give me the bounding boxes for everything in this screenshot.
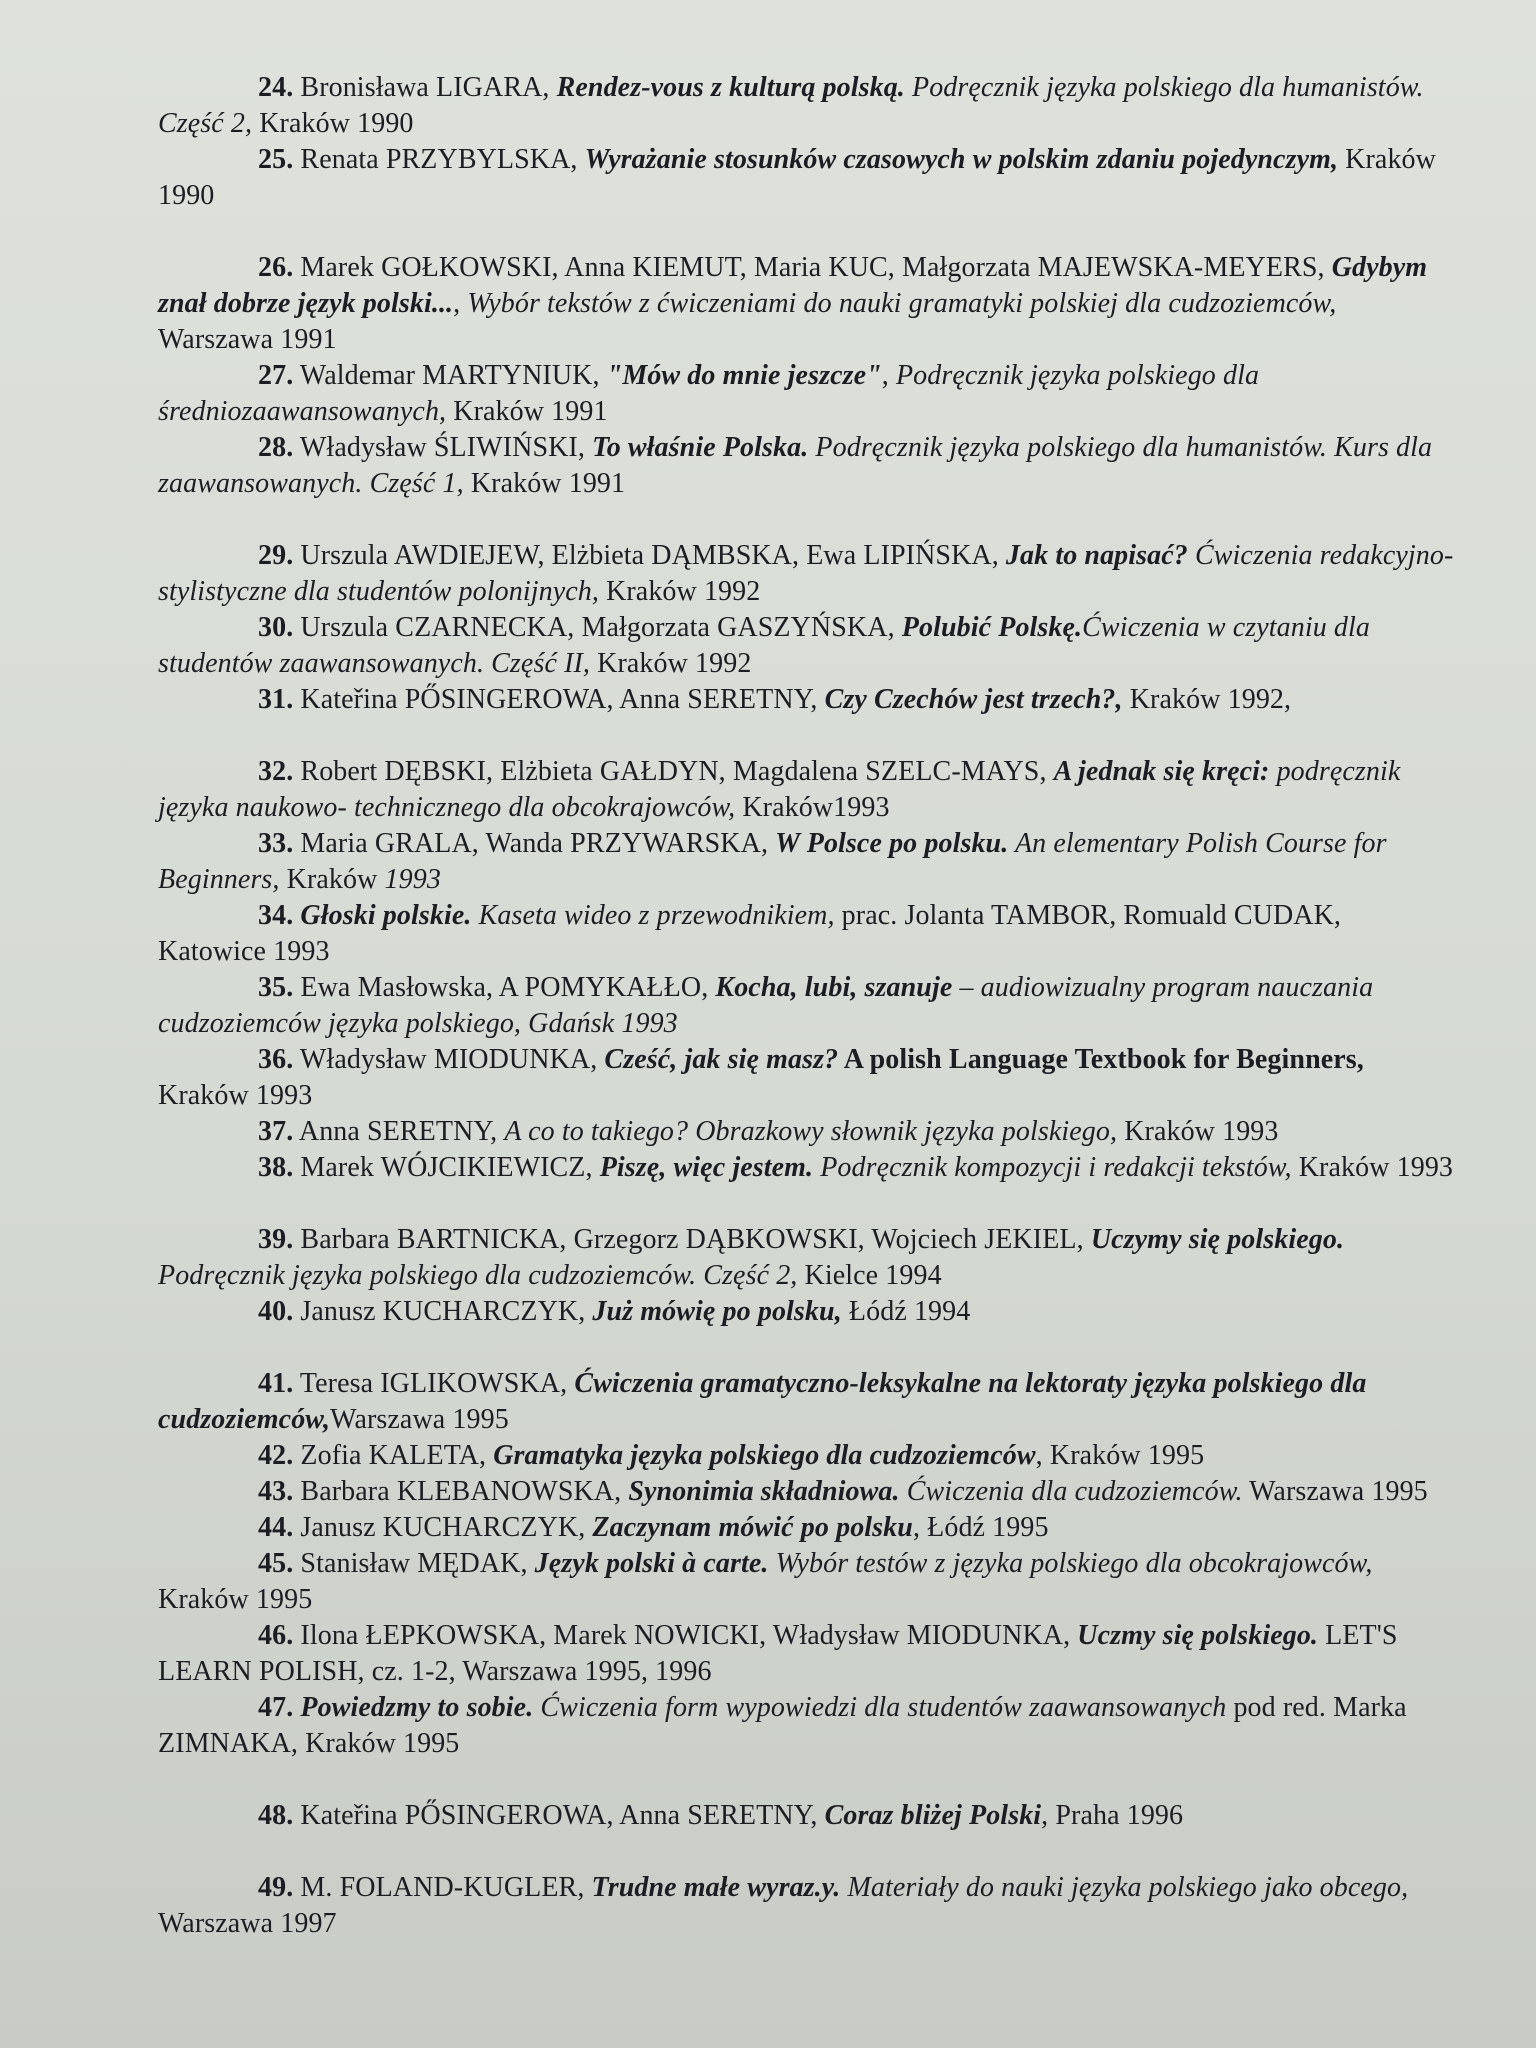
entry-text: 1993 [384, 864, 441, 895]
entry-text: Podręcznik języka polskiego dla humanistów. Kurs dla zaawansowanych. Część 1, [158, 432, 1433, 499]
bibliography-entry [158, 1474, 1456, 1510]
entry-title: Wyrażanie stosunków czasowych w polskim zdaniu pojedynczym, [584, 144, 1339, 175]
entry-number: 24. [258, 72, 294, 103]
bibliography-entry [158, 70, 1456, 142]
entry-text: Kraków1993 [735, 792, 890, 823]
entry-text: Podręcznik języka polskiego dla cudzoziemców. Część 2, [158, 1260, 798, 1291]
entry-text: Kraków 1995 [158, 1584, 313, 1615]
entry-text: Maria GRALA, Wanda PRZYWARSKA, [293, 828, 776, 859]
entry-title: Trudne małe wyraz.y. [591, 1872, 841, 1903]
entry-number: 42. [258, 1440, 294, 1471]
entry-text: pod red. Marka ZIMNAKA, Kraków 1995 [158, 1692, 1407, 1759]
section-gap [158, 1834, 1456, 1870]
entry-number: 27. [258, 360, 294, 391]
entry-number: 36. [258, 1044, 294, 1075]
entry-title: Powiedzmy to sobie. [300, 1692, 534, 1723]
bibliography-entry [158, 610, 1456, 682]
bibliography-entry [158, 1870, 1456, 1942]
entry-text: Warszawa 1995 [330, 1404, 509, 1435]
entry-text: A polish Language Textbook for Beginners, [838, 1044, 1364, 1075]
entry-text: , Kraków 1995 [1035, 1440, 1205, 1471]
entry-title: Coraz bliżej Polski [824, 1800, 1042, 1831]
bibliography-entry [158, 1222, 1456, 1294]
entry-text: , [453, 288, 468, 319]
entry-text: A co to takiego? Obrazkowy słownik języka polskiego, [504, 1116, 1118, 1147]
entry-title: Zaczynam mówić po polsku [592, 1512, 913, 1543]
entry-text: Kraków [279, 864, 385, 895]
entry-text: Kraków 1990 [252, 108, 414, 139]
bibliography-entry [158, 1546, 1456, 1618]
bibliography-entry [158, 250, 1456, 358]
entry-number: 30. [258, 612, 294, 643]
entry-number: 39. [258, 1224, 294, 1255]
bibliography-entry [158, 1618, 1456, 1690]
entry-title: Czy Czechów jest trzech?, [824, 684, 1123, 715]
entry-title: W Polsce po polsku. [775, 828, 1009, 859]
entry-text: Ewa Masłowska, A POMYKAŁŁO, [293, 972, 716, 1003]
entry-number: 37. [258, 1116, 294, 1147]
section-gap [158, 1762, 1456, 1798]
entry-title: Rendez-vous z kulturą polską. [556, 72, 905, 103]
entry-text: Janusz KUCHARCZYK, [293, 1296, 593, 1327]
entry-text: Zofia KALETA, [293, 1440, 494, 1471]
entry-text: , Praha 1996 [1041, 1800, 1184, 1831]
section-gap [158, 1186, 1456, 1222]
entry-text: Janusz KUCHARCZYK, [293, 1512, 593, 1543]
entry-text: Barbara BARTNICKA, Grzegorz DĄBKOWSKI, Wojciech JEKIEL, [293, 1224, 1091, 1255]
entry-title: Jak to napisać? [1005, 540, 1188, 571]
entry-text: Podręcznik języka polskiego dla średniozaawansowanych, [158, 360, 1260, 427]
entry-text: Kraków 1993 [1117, 1116, 1279, 1147]
entry-text: Kraków 1993 [158, 1080, 313, 1111]
entry-number: 28. [258, 432, 294, 463]
entry-number: 34. [258, 900, 294, 931]
entry-text: Wybór testów z języka polskiego dla obcokrajowców, [768, 1548, 1373, 1579]
entry-text: Urszula AWDIEJEW, Elżbieta DĄMBSKA, Ewa LIPIŃSKA, [293, 540, 1006, 571]
entry-text: – audiowizualny program nauczania cudzoziemców języka polskiego, Gdańsk 1993 [158, 972, 1374, 1039]
entry-title: Polubić Polskę. [901, 612, 1083, 643]
entry-title: Ćwiczenia gramatyczno-leksykalne na lektoraty języka polskiego dla cudzoziemców, [158, 1368, 1367, 1435]
entry-number: 29. [258, 540, 294, 571]
entry-title: Piszę, więc jestem. [599, 1152, 814, 1183]
bibliography-entry [158, 142, 1456, 214]
entry-number: 47. [258, 1692, 294, 1723]
entry-text: Ćwiczenia redakcyjno-stylistyczne dla studentów polonijnych, [158, 540, 1454, 607]
bibliography-entry [158, 826, 1456, 898]
entry-title: Język polski à carte. [534, 1548, 769, 1579]
entry-text: Kraków 1991 [463, 468, 626, 499]
entry-text: Urszula CZARNECKA, Małgorzata GASZYŃSKA, [293, 612, 902, 643]
entry-text: M. FOLAND-KUGLER, [293, 1872, 592, 1903]
bibliography-entry [158, 682, 1456, 718]
entry-text: Kraków 1992 [590, 648, 752, 679]
entry-text: podręcznik języka naukowo- technicznego dla obcokrajowców, [158, 756, 1401, 823]
entry-text: Robert DĘBSKI, Elżbieta GAŁDYN, Magdalena SZELC-MAYS, [293, 756, 1054, 787]
entry-text: Kaseta wideo z przewodnikiem, [471, 900, 835, 931]
bibliography-entry [158, 1042, 1456, 1114]
entry-text: Kraków 1991 [446, 396, 608, 427]
entry-text: Teresa IGLIKOWSKA, [293, 1368, 575, 1399]
bibliography-entry [158, 538, 1456, 610]
entry-text: Władysław ŚLIWIŃSKI, [293, 432, 593, 463]
entry-text: Waldemar MARTYNIUK, [293, 360, 607, 391]
entry-number: 33. [258, 828, 294, 859]
entry-title: A jednak się kręci: [1053, 756, 1270, 787]
entry-title: Cześć, jak się masz? [604, 1044, 839, 1075]
entry-text: Kraków 1990 [158, 144, 1436, 211]
entry-title: Już mówię po polsku, [592, 1296, 842, 1327]
entry-number: 41. [258, 1368, 294, 1399]
bibliography-entry [158, 1690, 1456, 1762]
entry-text: Materiały do nauki języka polskiego jako obcego, [840, 1872, 1409, 1903]
entry-text: Renata PRZYBYLSKA, [293, 144, 585, 175]
entry-text: , Łódź 1995 [912, 1512, 1049, 1543]
entry-text: Ćwiczenia w czytaniu dla studentów zaawansowanych. Część II, [158, 612, 1370, 679]
entry-text: Warszawa 1995 [1242, 1476, 1428, 1507]
section-gap [158, 214, 1456, 250]
entry-title: Głoski polskie. [300, 900, 472, 931]
entry-text: Warszawa 1991 [158, 324, 337, 355]
entry-text: Stanisław MĘDAK, [293, 1548, 535, 1579]
entry-number: 25. [258, 144, 294, 175]
bibliography-list [158, 70, 1456, 1942]
entry-text: Bronisława LIGARA, [293, 72, 557, 103]
bibliography-entry [158, 1510, 1456, 1546]
entry-number: 26. [258, 252, 294, 283]
entry-text: Ilona ŁEPKOWSKA, Marek NOWICKI, Władysław MIODUNKA, [293, 1620, 1078, 1651]
bibliography-entry [158, 1366, 1456, 1438]
entry-number: 45. [258, 1548, 294, 1579]
entry-text: An elementary Polish Course for Beginners, [158, 828, 1387, 895]
entry-title: Gramatyka języka polskiego dla cudzoziemców [493, 1440, 1036, 1471]
entry-number: 38. [258, 1152, 294, 1183]
entry-title: "Mów do mnie jeszcze" [606, 360, 882, 391]
entry-text: Ćwiczenia dla cudzoziemców. [899, 1476, 1243, 1507]
bibliography-entry [158, 430, 1456, 502]
section-gap [158, 502, 1456, 538]
bibliography-entry [158, 1438, 1456, 1474]
entry-text: Anna SERETNY, [293, 1116, 505, 1147]
entry-text: LET'S LEARN POLISH, cz. 1-2, Warszawa 1995, 1996 [158, 1620, 1398, 1687]
entry-number: 48. [258, 1800, 294, 1831]
entry-text: Warszawa 1997 [158, 1908, 337, 1939]
bibliography-entry [158, 970, 1456, 1042]
entry-number: 44. [258, 1512, 294, 1543]
bibliography-entry [158, 1150, 1456, 1186]
entry-text: Kraków 1993 [1291, 1152, 1454, 1183]
entry-title: Gdybym znał dobrze język polski... [158, 252, 1428, 319]
bibliography-entry [158, 1294, 1456, 1330]
entry-text: Kraków 1992 [598, 576, 761, 607]
entry-text: Kielce 1994 [797, 1260, 942, 1291]
entry-text: Barbara KLEBANOWSKA, [293, 1476, 629, 1507]
entry-text: prac. Jolanta TAMBOR, Romuald CUDAK, Katowice 1993 [158, 900, 1342, 967]
bibliography-entry [158, 358, 1456, 430]
entry-number: 32. [258, 756, 294, 787]
entry-title: Uczmy się polskiego. [1077, 1620, 1319, 1651]
entry-number: 46. [258, 1620, 294, 1651]
entry-number: 40. [258, 1296, 294, 1327]
entry-text: Kateřina PŐSINGEROWA, Anna SERETNY, [293, 1800, 825, 1831]
entry-text: Podręcznik kompozycji i redakcji tekstów, [813, 1152, 1292, 1183]
entry-text: Kateřina PŐSINGEROWA, Anna SERETNY, [293, 684, 825, 715]
entry-text: Marek GOŁKOWSKI, Anna KIEMUT, Maria KUC, Małgorzata MAJEWSKA-MEYERS, [293, 252, 1332, 283]
bibliography-entry [158, 1114, 1456, 1150]
entry-text: Łódź 1994 [841, 1296, 971, 1327]
entry-text: Podręcznik języka polskiego dla humanistów. Część 2, [158, 72, 1424, 139]
entry-text: , [881, 360, 896, 391]
entry-number: 35. [258, 972, 294, 1003]
entry-text: Marek WÓJCIKIEWICZ, [293, 1152, 600, 1183]
entry-title: Kocha, lubi, szanuje [715, 972, 953, 1003]
entry-text: Ćwiczenia form wypowiedzi dla studentów zaawansowanych [533, 1692, 1227, 1723]
entry-number: 43. [258, 1476, 294, 1507]
entry-text: Kraków 1992, [1122, 684, 1292, 715]
bibliography-entry [158, 754, 1456, 826]
entry-title: Synonimia składniowa. [628, 1476, 900, 1507]
section-gap [158, 718, 1456, 754]
entry-title: Uczymy się polskiego. [1090, 1224, 1345, 1255]
entry-text: Władysław MIODUNKA, [293, 1044, 605, 1075]
entry-text: Wybór tekstów z ćwiczeniami do nauki gramatyki polskiej dla cudzoziemców, [467, 288, 1337, 319]
entry-title: To właśnie Polska. [592, 432, 809, 463]
entry-number: 31. [258, 684, 294, 715]
entry-number: 49. [258, 1872, 294, 1903]
section-gap [158, 1330, 1456, 1366]
bibliography-entry [158, 1798, 1456, 1834]
bibliography-entry [158, 898, 1456, 970]
